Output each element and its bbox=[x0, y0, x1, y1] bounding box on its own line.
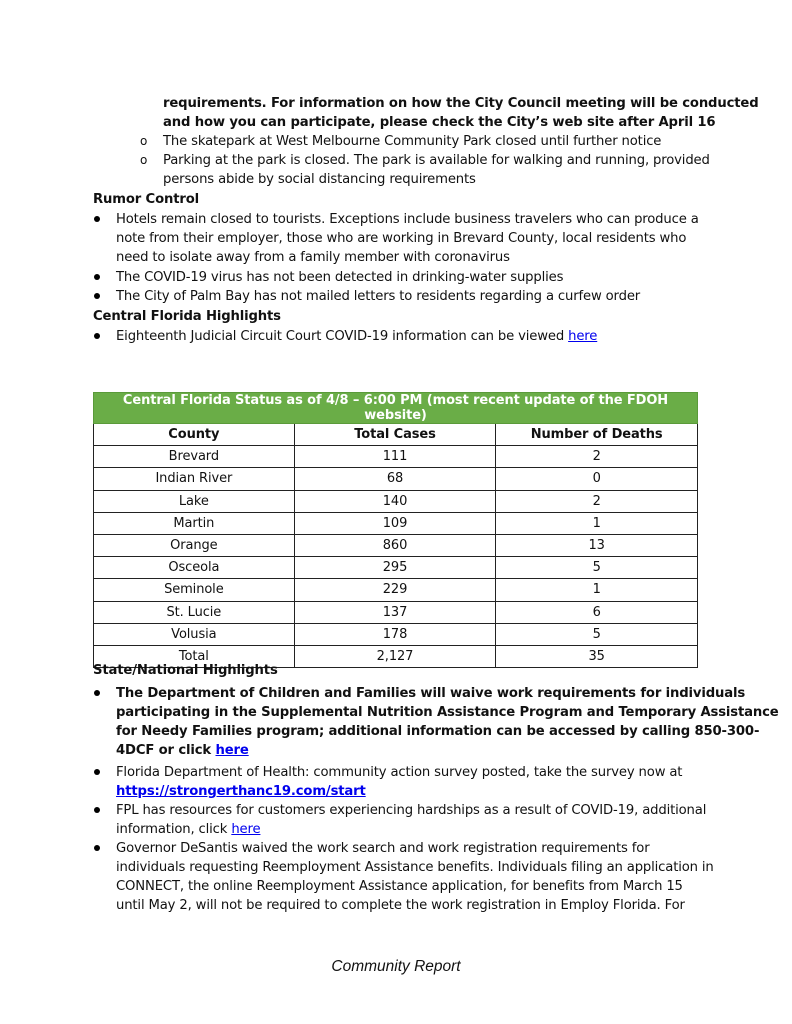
rumor-hotels-line-1: Hotels remain closed to tourists. Exceptions include business travelers who can produce a bbox=[116, 212, 699, 227]
fpl-line-2 bbox=[116, 820, 260, 839]
rumor-water: The COVID-19 virus has not been detected in drinking-water supplies bbox=[116, 270, 564, 285]
governor-line-4: until May 2, will not be required to complete the work registration in Employ Florida. For bbox=[116, 898, 685, 913]
county-cell: Seminole bbox=[94, 579, 295, 601]
deaths-cell: 5 bbox=[496, 557, 698, 579]
rumor-hotels-line-3: need to isolate away from a family member with coronavirus bbox=[116, 250, 510, 265]
deaths-cell: 1 bbox=[496, 579, 698, 601]
rumor-hotels-line-2: note from their employer, those who are working in Brevard County, local residents who bbox=[116, 231, 687, 246]
intro-line-2: and how you can participate, please check the City’s web site after April 16 bbox=[163, 115, 716, 130]
deaths-cell: 2 bbox=[496, 490, 698, 512]
county-cell: Lake bbox=[94, 490, 295, 512]
cases-cell: 140 bbox=[294, 490, 496, 512]
dcf-here-link[interactable]: here bbox=[215, 743, 249, 758]
table-row bbox=[94, 446, 698, 468]
court-info-text: Eighteenth Judicial Circuit Court COVID-19 information can be viewed bbox=[116, 329, 569, 344]
page-footer: Community Report bbox=[331, 958, 461, 975]
dcf-last-prefix: 4DCF or click bbox=[116, 743, 216, 758]
county-cell: Volusia bbox=[94, 623, 295, 645]
table-row bbox=[94, 534, 698, 556]
cases-cell: 68 bbox=[294, 468, 496, 490]
cases-cell: 137 bbox=[294, 601, 496, 623]
doh-line-1: Florida Department of Health: community action survey posted, take the survey now at bbox=[116, 765, 683, 780]
table-row bbox=[94, 579, 698, 601]
deaths-cell: 0 bbox=[496, 468, 698, 490]
county-cell: Martin bbox=[94, 512, 295, 534]
table-row bbox=[94, 557, 698, 579]
fpl-line-2-prefix: information, click bbox=[116, 822, 232, 837]
bullet-icon bbox=[94, 690, 100, 696]
sub-bullet-marker: o bbox=[140, 134, 148, 148]
county-cell: Orange bbox=[94, 534, 295, 556]
cases-cell: 111 bbox=[294, 446, 496, 468]
deaths-cell: 5 bbox=[496, 623, 698, 645]
county-cell: Brevard bbox=[94, 446, 295, 468]
dcf-line-1: The Department of Children and Families will waive work requirements for individuals bbox=[116, 686, 746, 701]
bullet-icon bbox=[94, 769, 100, 775]
court-info-link[interactable]: here bbox=[568, 329, 598, 344]
state-national-heading: State/National Highlights bbox=[93, 663, 278, 678]
bullet-icon bbox=[94, 845, 100, 851]
column-header-deaths: Number of Deaths bbox=[496, 424, 698, 446]
cases-cell: 229 bbox=[294, 579, 496, 601]
sub-item-skatepark: The skatepark at West Melbourne Community Park closed until further notice bbox=[163, 134, 662, 149]
sub-item-parking-line-1: Parking at the park is closed. The park is available for walking and running, provided bbox=[163, 153, 710, 168]
bullet-icon bbox=[94, 274, 100, 280]
dcf-line-3: for Needy Families program; additional information can be accessed by calling 850-300- bbox=[116, 724, 760, 739]
dcf-line-2: participating in the Supplemental Nutrition Assistance Program and Temporary Assistance bbox=[116, 705, 779, 720]
governor-line-3: CONNECT, the online Reemployment Assistance application, for benefits from March 15 bbox=[116, 879, 683, 894]
bullet-icon bbox=[94, 807, 100, 813]
county-cell: Indian River bbox=[94, 468, 295, 490]
doh-survey-link[interactable]: https://strongerthanc19.com/start bbox=[116, 784, 366, 799]
status-table-title: Central Florida Status as of 4/8 – 6:00 PM (most recent update of the FDOH website) bbox=[94, 393, 698, 424]
county-cell: Total bbox=[94, 645, 295, 667]
column-header-county: County bbox=[94, 424, 295, 446]
sub-item-parking-line-2: persons abide by social distancing requirements bbox=[163, 172, 476, 187]
deaths-cell: 13 bbox=[496, 534, 698, 556]
deaths-cell: 6 bbox=[496, 601, 698, 623]
deaths-cell: 2 bbox=[496, 446, 698, 468]
governor-line-2: individuals requesting Reemployment Assistance benefits. Individuals filing an application in bbox=[116, 860, 714, 875]
court-info-item bbox=[116, 327, 597, 346]
table-row bbox=[94, 623, 698, 645]
county-cell: Osceola bbox=[94, 557, 295, 579]
cases-cell: 860 bbox=[294, 534, 496, 556]
rumor-control-heading: Rumor Control bbox=[93, 192, 200, 207]
table-row bbox=[94, 601, 698, 623]
cases-cell: 295 bbox=[294, 557, 496, 579]
bullet-icon bbox=[94, 216, 100, 222]
cases-cell: 2,127 bbox=[294, 645, 496, 667]
cases-cell: 178 bbox=[294, 623, 496, 645]
bullet-icon bbox=[94, 293, 100, 299]
county-cell: St. Lucie bbox=[94, 601, 295, 623]
governor-line-1: Governor DeSantis waived the work search and work registration requirements for bbox=[116, 841, 650, 856]
rumor-curfew: The City of Palm Bay has not mailed letters to residents regarding a curfew order bbox=[116, 289, 641, 304]
table-row bbox=[94, 490, 698, 512]
deaths-cell: 35 bbox=[496, 645, 698, 667]
deaths-cell: 1 bbox=[496, 512, 698, 534]
table-row bbox=[94, 468, 698, 490]
fpl-here-link[interactable]: here bbox=[231, 822, 261, 837]
table-row bbox=[94, 512, 698, 534]
dcf-line-4 bbox=[116, 741, 249, 760]
intro-line-1: requirements. For information on how the City Council meeting will be conducted bbox=[163, 96, 759, 111]
doh-survey-link-line bbox=[116, 782, 366, 801]
cases-cell: 109 bbox=[294, 512, 496, 534]
central-florida-status-table bbox=[93, 392, 698, 668]
bullet-icon bbox=[94, 333, 100, 339]
column-header-total-cases: Total Cases bbox=[294, 424, 496, 446]
central-florida-heading: Central Florida Highlights bbox=[93, 309, 281, 324]
fpl-line-1: FPL has resources for customers experiencing hardships as a result of COVID-19, additional bbox=[116, 803, 707, 818]
sub-bullet-marker: o bbox=[140, 153, 148, 167]
